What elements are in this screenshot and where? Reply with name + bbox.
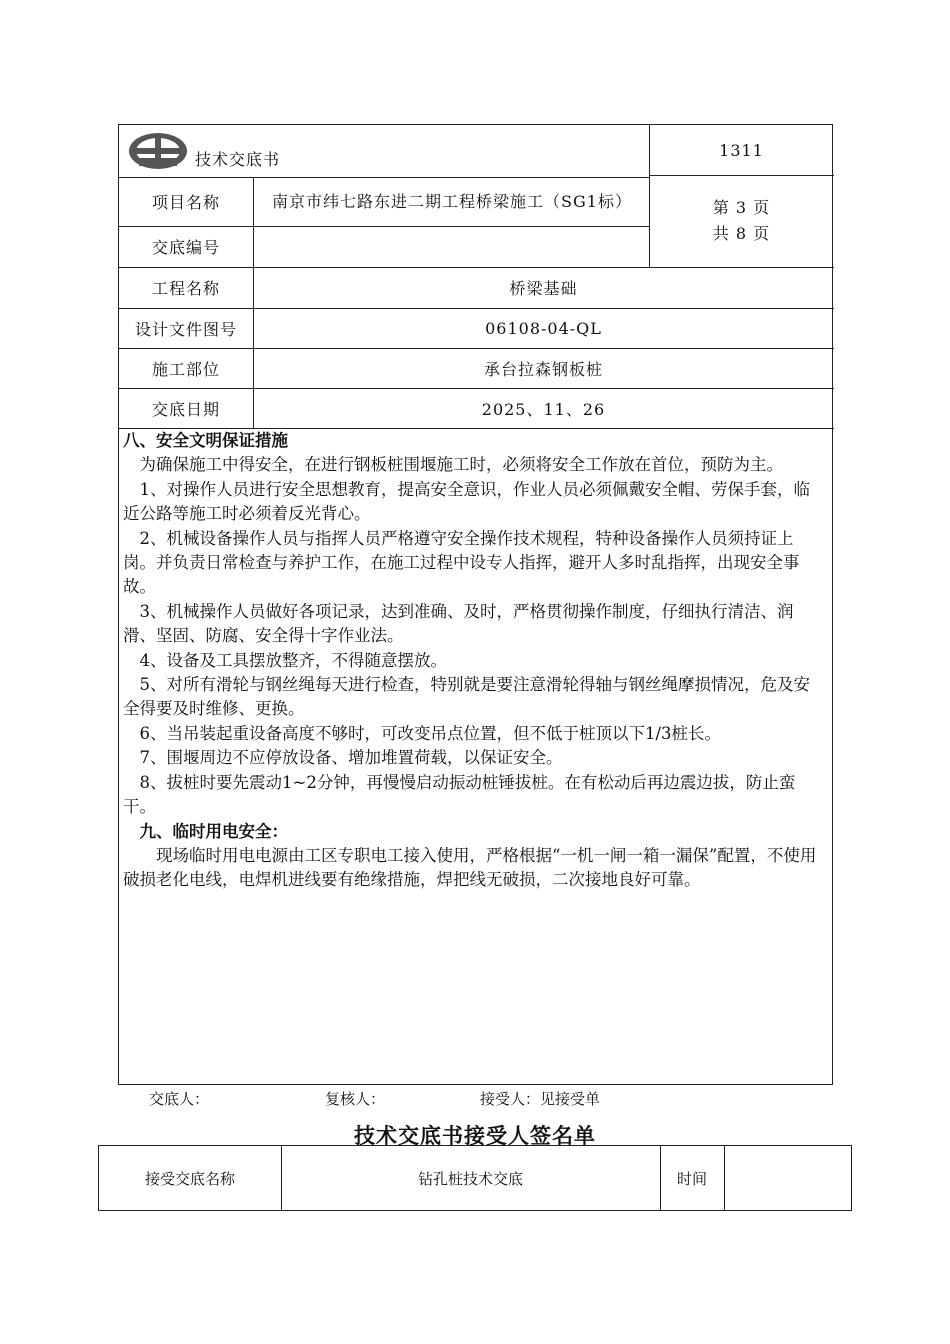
document-title: 技术交底书 xyxy=(195,150,281,169)
handover-date-label: 交底日期 xyxy=(151,399,220,419)
paragraph: 8、拔桩时要先震动1~2分钟，再慢慢启动振动桩锤拔桩。在有松动后再边震边拔，防止蛮干。 xyxy=(123,772,796,817)
paragraph: 2、机械设备操作人员与指挥人员严格遵守安全操作技术规程，特种设备操作人员须持证上岗。并负责日常检查与养护工作，在施工过程中设专人指挥，避开人多时乱指挥，出现安全事故。 xyxy=(123,528,800,597)
handover-date-value: 2025、11、26 xyxy=(481,399,606,419)
construction-location-value: 承台拉森钢板桩 xyxy=(483,359,603,379)
content-body xyxy=(123,429,823,893)
company-logo-icon xyxy=(127,131,189,171)
receiver-field: 接受人：见接受单 xyxy=(480,1090,601,1108)
sign-sheet-table xyxy=(98,1145,852,1211)
handover-name-label: 接受交底名称 xyxy=(144,1169,235,1188)
sign-sheet-title: 技术交底书接受人签名单 xyxy=(354,1123,596,1148)
engineering-name-value: 桥梁基础 xyxy=(509,279,578,298)
engineering-name-label: 工程名称 xyxy=(151,279,220,298)
paragraph: 1、对操作人员进行安全思想教育，提高安全意识，作业人员必须佩戴安全帽、劳保手套，临近公路等施工时必须着反光背心。 xyxy=(123,479,810,524)
handover-person-field: 交底人： xyxy=(149,1090,210,1108)
handover-number-value xyxy=(253,226,649,267)
document-number: 1311 xyxy=(719,140,764,160)
reviewer-field: 复核人： xyxy=(325,1090,386,1108)
handover-table xyxy=(118,124,833,1085)
drawing-number-value: 06108-04-QL xyxy=(485,318,602,338)
paragraph: 3、机械操作人员做好各项记录，达到准确、及时，严格贯彻操作制度，仔细执行清洁、润滑、坚固、防腐、安全得十字作业法。 xyxy=(123,601,794,646)
section-9-title: 九、临时用电安全： xyxy=(139,821,288,841)
section-8-title: 八、安全文明保证措施 xyxy=(123,431,288,450)
paragraph: 为确保施工中得安全，在进行钢板桩围堰施工时，必须将安全工作放在首位，预防为主。 xyxy=(139,455,783,475)
page-total: 共 8 页 xyxy=(712,223,771,243)
paragraph: 5、对所有滑轮与钢丝绳每天进行检查，特别就是要注意滑轮得轴与钢丝绳摩损情况，危及安全得要及时维修、更换。 xyxy=(123,675,810,719)
project-name-value: 南京市纬七路东进二期工程桥梁施工（SG1标） xyxy=(272,191,632,211)
paragraph: 现场临时用电电源由工区专职电工接入使用，严格根据“一机一闸一箱一漏保”配置，不使用破损老化电线，电焊机进线要有绝缘措施，焊把线无破损，二次接地良好可靠。 xyxy=(123,845,817,890)
handover-name-value: 钻孔桩技术交底 xyxy=(417,1169,523,1188)
construction-location-label: 施工部位 xyxy=(151,359,220,379)
paragraph: 6、当吊装起重设备高度不够时，可改变吊点位置，但不低于桩顶以下1/3桩长。 xyxy=(139,723,722,743)
paragraph: 4、设备及工具摆放整齐，不得随意摆放。 xyxy=(139,650,447,670)
drawing-number-label: 设计文件图号 xyxy=(134,319,237,339)
project-name-label: 项目名称 xyxy=(151,193,220,212)
paragraph: 7、围堰周边不应停放设备、增加堆置荷载，以保证安全。 xyxy=(139,748,563,768)
page-current: 第 3 页 xyxy=(712,197,771,217)
handover-number-label: 交底编号 xyxy=(151,238,220,257)
time-label: 时间 xyxy=(676,1169,707,1188)
time-value xyxy=(724,1146,851,1210)
